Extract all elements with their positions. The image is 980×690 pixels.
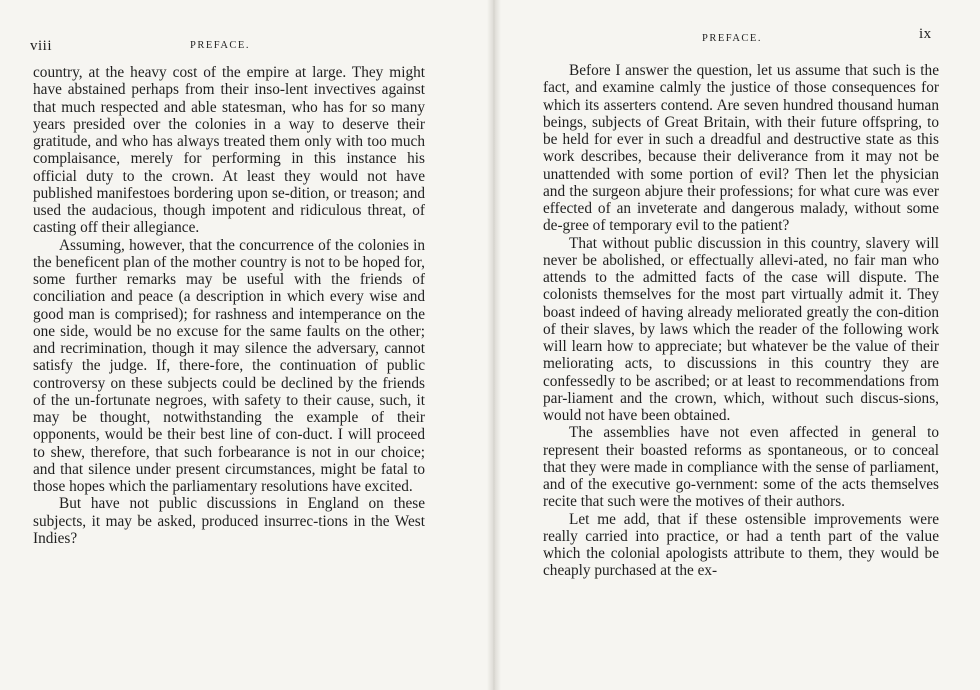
- running-head-right: PREFACE.: [702, 33, 762, 44]
- paragraph: Before I answer the question, let us assume that such is the fact, and examine calmly the justice of those consequences for which its asserters contend. Are seven hundred thousand human beings, subjects of Great Britain, with their future offspring, to be held for ever in such a dreadful and destructive state as this work describes, because their deliverance from it may not be unattended with some portion of evil? Then let the physician and the surgeon abjure their professions; for what cure was ever effected of an inveterate and dangerous malady, without some de-gree of temporary evil to the patient?: [543, 62, 939, 235]
- paragraph: Let me add, that if these ostensible improvements were really carried into practice, or had a tenth part of the value which the colonial apologists attribute to them, they would be cheaply purchased at the ex-: [543, 510, 939, 580]
- paragraph: The assemblies have not even affected in general to represent their boasted reforms as spontaneous, or to conceal that they were made in compliance with the sense of parliament, and of the executive go-vernment: some of the acts themselves recite that such were the motives of their authors.: [543, 424, 939, 511]
- paragraph: Assuming, however, that the concurrence of the colonies in the beneficent plan of the mother country is not to be hoped for, some further remarks may be useful with the friends of conciliation and peace (a description in which every wise and good man is comprised); for rashness and intemperance on the one side, would be no excuse for the same faults on the other; and recrimination, though it may silence the adversary, cannot satisfy the judge. If, there-fore, the continuation of public controversy on these subjects could be declined by the friends of the un-fortunate negroes, with safety to their cause, such, it may be thought, notwithstanding the example of their opponents, would be their best line of con-duct. I will proceed to shew, therefore, that such forbearance is not in our choice; and that silence under present circumstances, might be fatal to those hopes which the parliamentary resolutions have excited.: [33, 236, 425, 495]
- running-head-left: PREFACE.: [190, 40, 250, 51]
- book-gutter: [487, 0, 501, 690]
- right-page: [501, 0, 980, 690]
- paragraph: That without public discussion in this country, slavery will never be abolished, or effectually allevi-ated, no fair man who attends to the admitted facts of the case will dispute. The colonists themselves for the most part virtually admit it. They boast indeed of having already meliorated greatly the con-dition of their slaves, by laws which the reader of the following work will learn how to appreciate; but whatever be the value of their meliorating acts, to discussions in this country they are confessedly to be ascribed; or at least to recommendations from par-liament and the crown, which, without such discus-sions, would not have been obtained.: [543, 234, 939, 424]
- paragraph: But have not public discussions in England on these subjects, it may be asked, produced insurrec-tions in the West Indies?: [33, 495, 425, 547]
- paragraph: country, at the heavy cost of the empire at large. They might have abstained perhaps from their inso-lent invectives against that much respected and able statesman, who has for so many years presided over the colonies in a way to deserve their gratitude, and who has always treated them only with too much complaisance, merely for performing in this instance his official duty to the crown. At least they would not have published manifestoes bordering upon se-dition, or treason; and used the audacious, though impotent and ridiculous threat, of casting off their allegiance.: [33, 64, 425, 237]
- left-page-text: [33, 64, 425, 547]
- page-number-right: ix: [919, 26, 932, 42]
- left-page: [0, 0, 487, 690]
- page-number-left: viii: [30, 38, 53, 54]
- right-page-text: [543, 62, 939, 580]
